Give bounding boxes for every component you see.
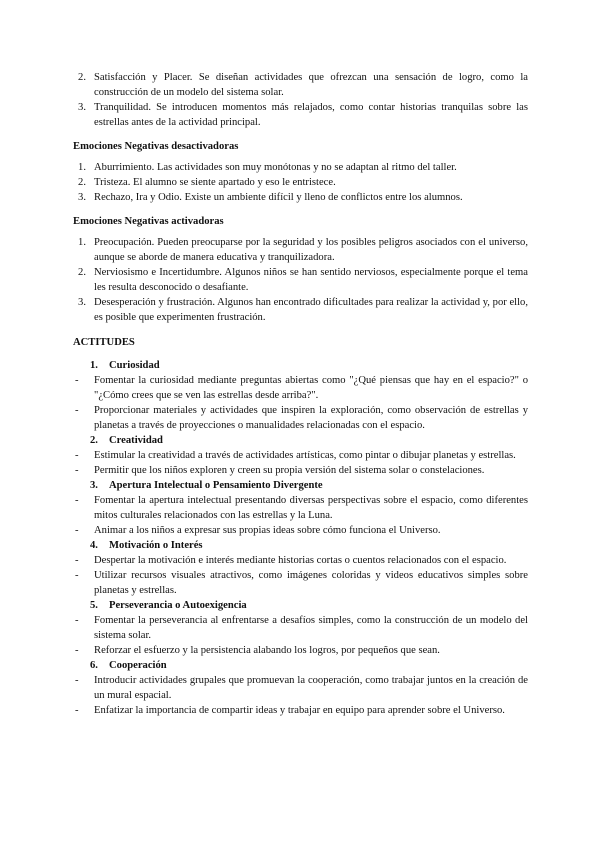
list-item: 3. Tranquilidad. Se introducen momentos más relajados, como contar historias tranquilas sobre las estrellas antes de la actividad principal. [78, 102, 528, 128]
bullet-item: - Fomentar la apertura intelectual presentando diversas perspectivas sobre el espacio, como diferentes mitos culturales relacionados con las estrellas y la Luna. [75, 495, 528, 521]
section-heading-neg-act: Emociones Negativas activadoras [73, 216, 224, 227]
attitude-title: 1. Curiosidad [90, 360, 160, 371]
list-item: 3. Desesperación y frustración. Algunos han encontrado dificultades para realizar la actividad y, por ello, es posible que experimenten frustración. [78, 297, 528, 323]
list-item: 1. Preocupación. Pueden preocuparse por la seguridad y los posibles peligros asociados con el universo, aunque se aborde de manera educativa y tranquilizadora. [78, 237, 528, 263]
neg-deact-list [73, 160, 528, 205]
actitudes-heading: ACTITUDES [73, 337, 135, 348]
bullet-item: - Proporcionar materiales y actividades que inspiren la exploración, como observación de estrellas y planetas a través de proyecciones o manualidades relacionadas con el espacio. [75, 405, 528, 431]
bullet-item: - Utilizar recursos visuales atractivos, como imágenes coloridas y videos educativos simples sobre planetas y estrellas. [75, 570, 528, 596]
neg-act-list [73, 235, 528, 325]
list-item: 3. Rechazo, Ira y Odio. Existe un ambiente difícil y lleno de conflictos entre los alumnos. [78, 192, 463, 203]
attitude-title: 6. Cooperación [90, 660, 167, 671]
attitude-group-creatividad [73, 433, 528, 478]
list-item: 1. Aburrimiento. Las actividades son muy monótonas y no se adaptan al ritmo del taller. [78, 162, 457, 173]
attitude-group-cooperacion [73, 658, 528, 718]
attitude-title: 4. Motivación o Interés [90, 540, 203, 551]
document-page [73, 70, 528, 718]
attitude-title: 3. Apertura Intelectual o Pensamiento Divergente [90, 480, 323, 491]
bullet-item: - Reforzar el esfuerzo y la persistencia alabando los logros, por pequeños que sean. [75, 645, 440, 656]
attitude-title: 2. Creatividad [90, 435, 163, 446]
bullet-item: - Enfatizar la importancia de compartir ideas y trabajar en equipo para aprender sobre el Universo. [75, 705, 505, 716]
bullet-item: - Introducir actividades grupales que promuevan la cooperación, como trabajar juntos en la creación de un mural espacial. [75, 675, 528, 701]
bullet-item: - Estimular la creatividad a través de actividades artísticas, como pintar o dibujar planetas y estrellas. [75, 450, 516, 461]
list-item: 2. Nerviosismo e Incertidumbre. Algunos niños se han sentido nerviosos, especialmente porque el tema les resulta desconocido o desafiante. [78, 267, 528, 293]
list-item: 2. Satisfacción y Placer. Se diseñan actividades que ofrezcan una sensación de logro, como la construcción de un modelo del sistema solar. [78, 72, 528, 98]
bullet-item: - Permitir que los niños exploren y creen su propia versión del sistema solar o constelaciones. [75, 465, 485, 476]
bullet-item: - Fomentar la perseverancia al enfrentarse a desafíos simples, como la construcción de un modelo del sistema solar. [75, 615, 528, 641]
list-item: 2. Tristeza. El alumno se siente apartado y eso le entristece. [78, 177, 336, 188]
attitude-title: 5. Perseverancia o Autoexigencia [90, 600, 247, 611]
attitude-group-motivacion [73, 538, 528, 598]
bullet-item: - Despertar la motivación e interés mediante historias cortas o cuentos relacionados con el espacio. [75, 555, 507, 566]
attitude-group-curiosidad [73, 358, 528, 433]
section-heading-neg-deact: Emociones Negativas desactivadoras [73, 141, 239, 152]
attitude-group-apertura [73, 478, 528, 538]
bullet-item: - Animar a los niños a expresar sus propias ideas sobre cómo funciona el Universo. [75, 525, 441, 536]
bullet-item: - Fomentar la curiosidad mediante preguntas abiertas como "¿Qué piensas que hay en el espacio?" o "¿Cómo crees que se ven las estrellas desde arriba?". [75, 375, 528, 401]
positive-emotions-list [73, 70, 528, 130]
attitude-group-perseverancia [73, 598, 528, 658]
